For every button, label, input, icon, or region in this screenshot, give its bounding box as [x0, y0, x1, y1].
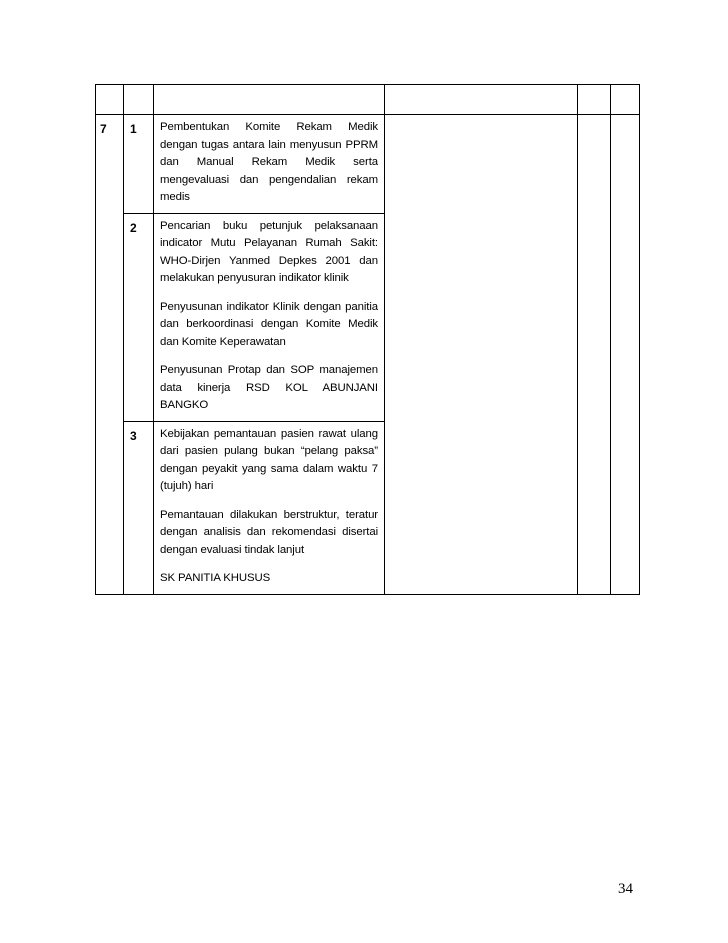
- row-number: 3: [130, 428, 137, 443]
- row-number: 1: [130, 122, 137, 136]
- description-cell: [154, 213, 385, 421]
- description-cell: [154, 421, 385, 594]
- description-paragraph: Pemantauan dilakukan berstruktur, teratur dengan analisis dan rekomendasi disertai dengan evaluasi tindak lanjut: [160, 508, 378, 556]
- description-paragraph: Penyusunan indikator Klinik dengan panitia dan berkoordinasi dengan Komite Medik dan Komite Keperawatan: [160, 300, 378, 348]
- section-number-cell: [96, 115, 124, 595]
- activity-table: [95, 84, 640, 595]
- header-cell: [96, 85, 124, 115]
- header-cell: [578, 85, 611, 115]
- table-row: [96, 115, 640, 214]
- page-number: 34: [618, 881, 633, 897]
- description-paragraph: Pembentukan Komite Rekam Medik dengan tugas antara lain menyusun PPRM dan Manual Rekam Medik serta mengevaluasi dan pengendalian rekam medis: [160, 121, 378, 203]
- description-paragraph: Pencarian buku petunjuk pelaksanaan indicator Mutu Pelayanan Rumah Sakit: WHO-Dirjen Yanmed Depkes 2001 dan melakukan penyusuran indikator klinik: [160, 219, 378, 284]
- description-paragraph: SK PANITIA KHUSUS: [160, 572, 271, 584]
- row-number-cell: [124, 421, 154, 594]
- table-header-row: [96, 85, 640, 115]
- header-cell: [385, 85, 578, 115]
- description-cell: [154, 115, 385, 214]
- header-cell: [154, 85, 385, 115]
- row-number: 2: [130, 220, 137, 235]
- header-cell: [124, 85, 154, 115]
- section-number: 7: [100, 122, 107, 136]
- row-number-cell: [124, 213, 154, 421]
- header-cell: [611, 85, 640, 115]
- empty-cell: [385, 115, 578, 595]
- description-paragraph: Kebijakan pemantauan pasien rawat ulang dari pasien pulang bukan “pelang paksa” dengan peyakit yang sama dalam waktu 7 (tujuh) hari: [160, 427, 378, 492]
- empty-cell: [611, 115, 640, 595]
- empty-cell: [578, 115, 611, 595]
- description-paragraph: Penyusunan Protap dan SOP manajemen data kinerja RSD KOL ABUNJANI BANGKO: [160, 364, 378, 411]
- row-number-cell: [124, 115, 154, 214]
